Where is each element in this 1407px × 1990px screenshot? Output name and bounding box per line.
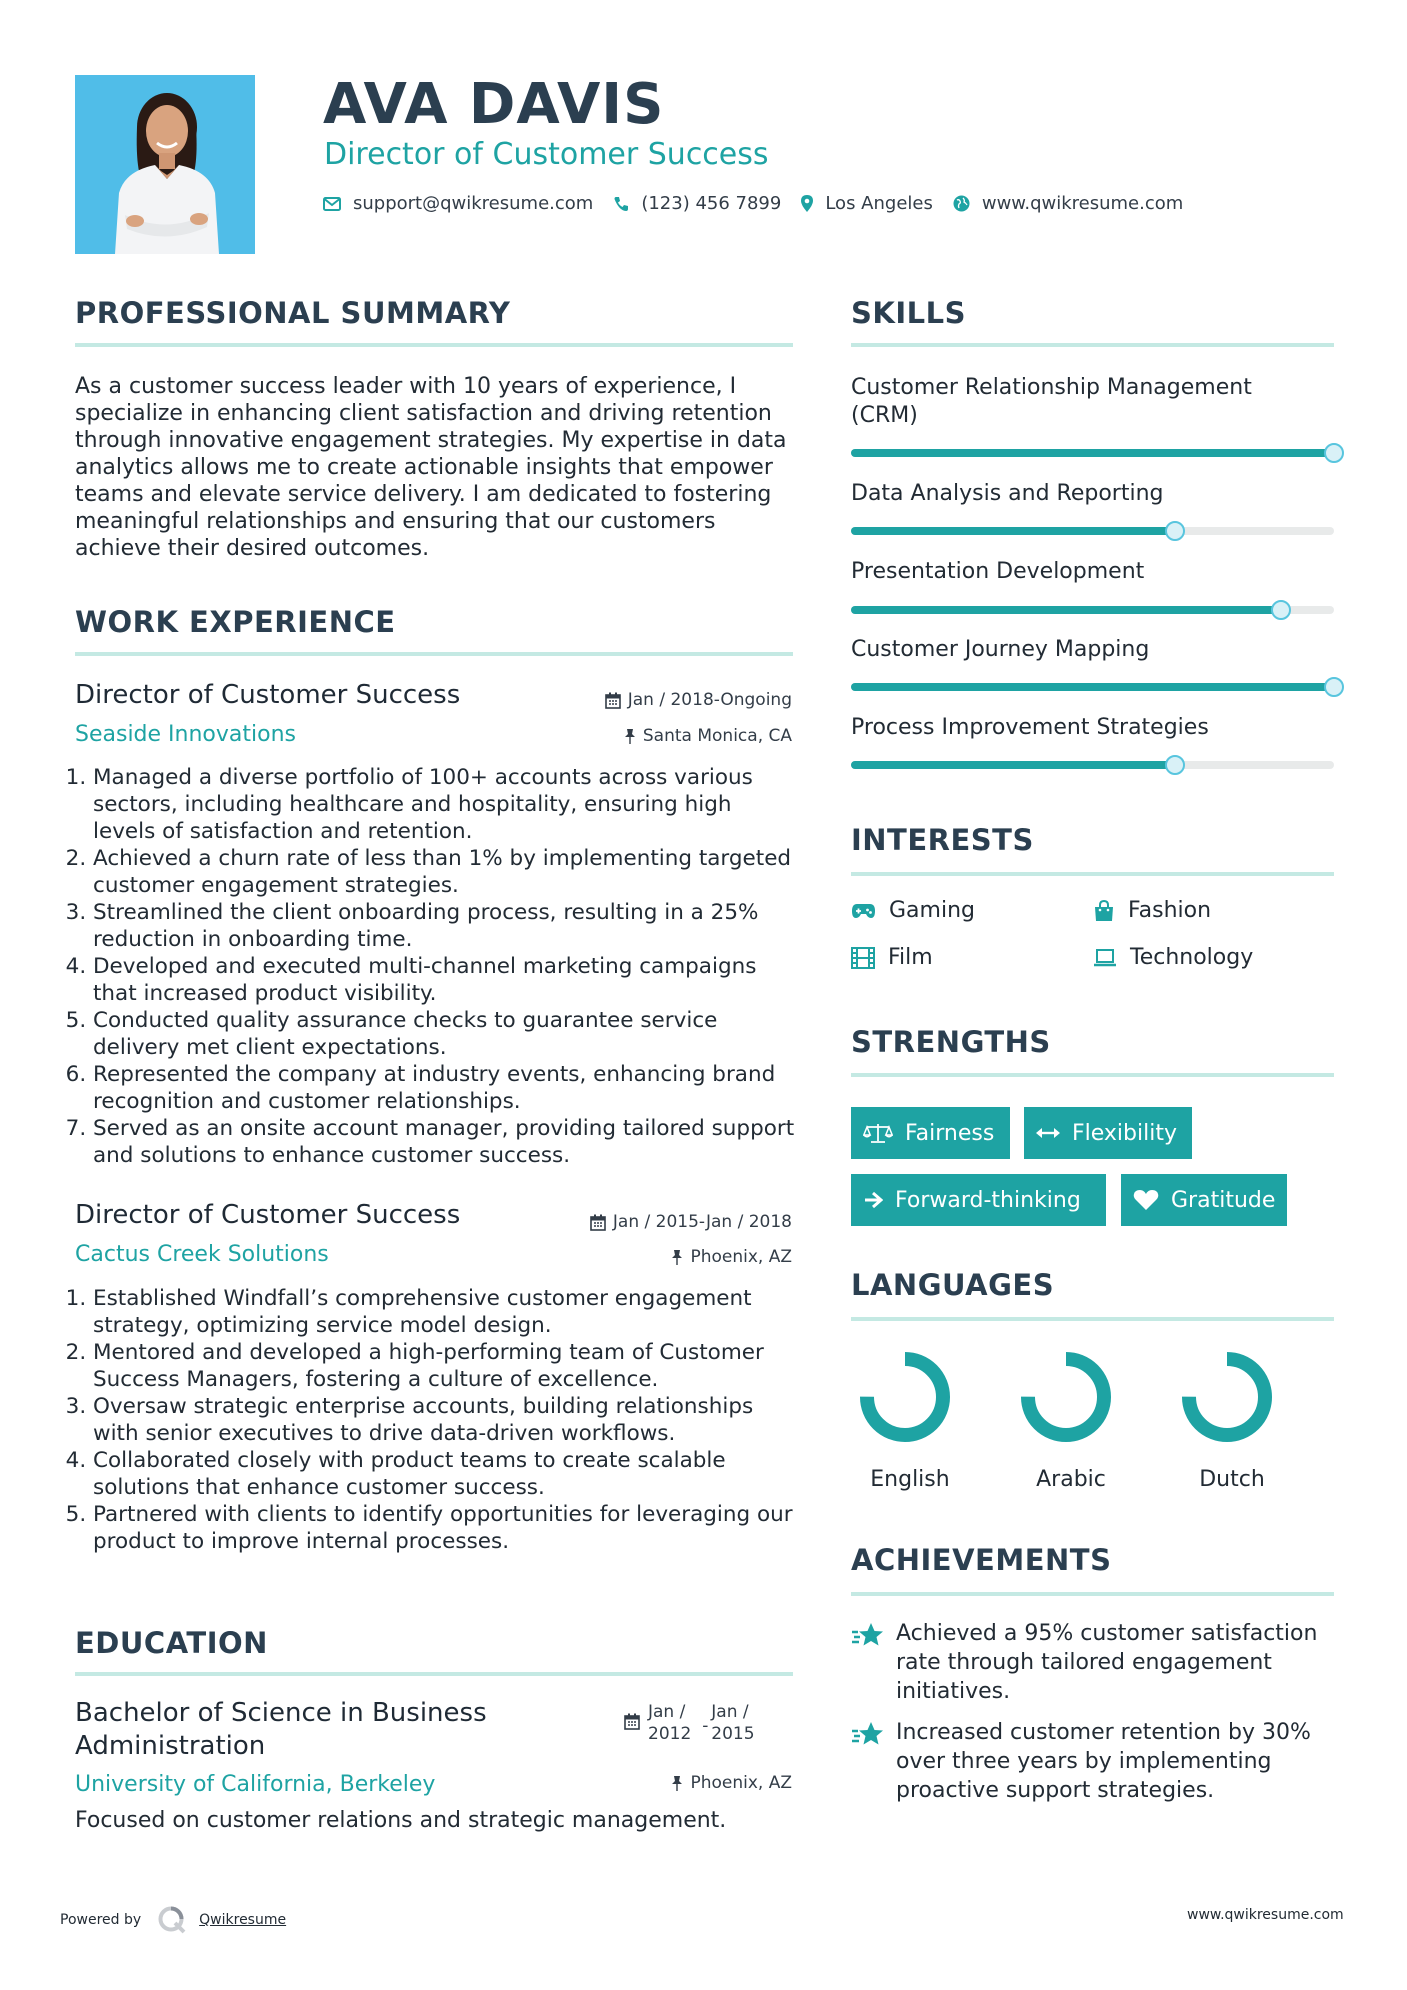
skills-divider xyxy=(851,343,1334,347)
star-badge-icon xyxy=(851,1721,885,1749)
job-dates-text: Jan / 2018-Ongoing xyxy=(627,690,792,710)
contact-location-text: Los Angeles xyxy=(825,193,933,214)
job-location-text: Phoenix, AZ xyxy=(690,1247,792,1267)
skill-bar xyxy=(851,683,1334,691)
achievement-text: Achieved a 95% customer satisfaction rate through tailored engagement initiatives. xyxy=(896,1621,1318,1704)
duty-item: 7. Served as an onsite account manager, providing tailored support and solutions to enhance customer success. xyxy=(93,1115,797,1169)
skill-bar-knob xyxy=(1165,521,1185,541)
language-label: Arabic xyxy=(1036,1467,1106,1492)
language-label: English xyxy=(870,1467,950,1492)
arrow-right-icon xyxy=(863,1191,883,1209)
contact-email[interactable] xyxy=(323,193,593,214)
education-start-month: Jan / xyxy=(648,1702,686,1722)
education-start xyxy=(648,1701,691,1745)
contact-location xyxy=(801,193,933,214)
interest-item xyxy=(851,945,933,970)
summary-heading: PROFESSIONAL SUMMARY xyxy=(75,296,511,330)
interests-divider xyxy=(851,872,1334,876)
interest-label: Technology xyxy=(1130,945,1254,970)
heart-icon xyxy=(1133,1189,1159,1211)
strength-tag xyxy=(851,1174,1106,1226)
job-dates-text: Jan / 2015-Jan / 2018 xyxy=(612,1212,792,1232)
calendar-icon xyxy=(624,1713,640,1730)
skill-bar-knob xyxy=(1271,600,1291,620)
footer-brand-link[interactable]: Qwikresume xyxy=(199,1912,287,1928)
interests-heading: INTERESTS xyxy=(851,823,1034,857)
duty-item: 2. Mentored and developed a high-performing team of Customer Success Managers, fostering a culture of excellence. xyxy=(93,1339,800,1393)
skill-bar xyxy=(851,606,1334,614)
skill-name: Customer Journey Mapping xyxy=(851,637,1150,662)
horizontal-arrows-icon xyxy=(1036,1127,1060,1139)
education-end: - Jan / 2015 xyxy=(702,1702,755,1744)
footer-powered xyxy=(60,1905,286,1935)
skill-bar-fill xyxy=(851,683,1334,691)
job-title: Director of Customer Success xyxy=(75,680,461,710)
job-title: Director of Customer Success xyxy=(75,1200,461,1230)
company-name: Seaside Innovations xyxy=(75,722,296,747)
envelope-icon xyxy=(323,197,341,211)
footer-powered-label: Powered by xyxy=(60,1912,142,1928)
shopping-bag-icon xyxy=(1093,900,1115,922)
interest-label: Fashion xyxy=(1128,898,1212,923)
skills-heading: SKILLS xyxy=(851,296,966,330)
globe-icon xyxy=(953,195,970,212)
pushpin-icon xyxy=(624,728,636,745)
skill-bar-fill xyxy=(851,761,1175,769)
pushpin-icon xyxy=(671,1249,683,1266)
summary-divider xyxy=(75,343,793,347)
duty-item: 1. Managed a diverse portfolio of 100+ accounts across various sectors, including healthcare and hospitality, ensuring high levels of satisfaction and retention. xyxy=(93,764,797,845)
star-badge-icon xyxy=(851,1622,885,1650)
skill-name: Data Analysis and Reporting xyxy=(851,481,1164,506)
achievement-icon-wrap xyxy=(851,1721,885,1753)
balance-scale-icon xyxy=(863,1122,893,1144)
strengths-heading: STRENGTHS xyxy=(851,1025,1051,1059)
contact-phone[interactable] xyxy=(613,193,781,214)
film-icon xyxy=(851,947,875,969)
gamepad-icon xyxy=(851,903,876,919)
language-item xyxy=(856,1348,954,1450)
skill-bar-fill xyxy=(851,606,1281,614)
language-item xyxy=(1178,1348,1276,1450)
education-location-text: Phoenix, AZ xyxy=(690,1773,792,1793)
job-location xyxy=(500,726,792,746)
pushpin-icon xyxy=(671,1775,683,1792)
interest-item xyxy=(851,898,975,923)
job-location-text: Santa Monica, CA xyxy=(642,726,792,746)
skill-name: Customer Relationship Management (CRM) xyxy=(851,375,1252,428)
job-dates xyxy=(500,1212,792,1232)
summary-text: As a customer success leader with 10 years of experience, I specialize in enhancing client satisfaction and driving retention through innovative engagement strategies. My expertise in data analytics allows me to create actionable insights that empower teams and elevate service delivery. I am dedicated to fostering meaningful relationships and ensuring that our customers achieve their desired outcomes. xyxy=(75,374,787,561)
calendar-icon xyxy=(590,1214,606,1231)
job-duties-list xyxy=(75,764,797,1169)
interest-label: Gaming xyxy=(889,898,975,923)
qwikresume-logo-icon xyxy=(157,1905,187,1935)
duty-item: 2. Achieved a churn rate of less than 1% by implementing targeted customer engagement strategies. xyxy=(93,845,797,899)
contact-bar xyxy=(323,193,1203,214)
company-name: Cactus Creek Solutions xyxy=(75,1242,329,1267)
contact-website[interactable] xyxy=(953,193,1183,214)
skill-bar xyxy=(851,527,1334,535)
strength-label: Flexibility xyxy=(1072,1120,1177,1146)
profile-photo xyxy=(75,75,255,254)
strength-label: Gratitude xyxy=(1171,1187,1276,1213)
strength-label: Forward-thinking xyxy=(895,1187,1081,1213)
strength-tag xyxy=(1121,1174,1287,1226)
interest-item xyxy=(1093,945,1253,970)
achievements-divider xyxy=(851,1592,1334,1596)
interest-label: Film xyxy=(888,945,933,970)
education-note: Focused on customer relations and strategic management. xyxy=(75,1808,727,1833)
school-name: University of California, Berkeley xyxy=(75,1772,436,1797)
person-photo-icon xyxy=(75,75,255,254)
skill-bar xyxy=(851,449,1334,457)
duty-item: 5. Conducted quality assurance checks to guarantee service delivery met client expectations. xyxy=(93,1007,797,1061)
skill-bar-knob xyxy=(1324,443,1344,463)
laptop-icon xyxy=(1093,949,1117,967)
education-divider xyxy=(75,1672,793,1676)
job-location xyxy=(500,1247,792,1267)
contact-phone-text: (123) 456 7899 xyxy=(641,193,782,214)
duty-item: 3. Streamlined the client onboarding process, resulting in a 25% reduction in onboarding time. xyxy=(93,899,797,953)
work-heading: WORK EXPERIENCE xyxy=(75,605,396,639)
work-divider xyxy=(75,652,793,656)
strengths-divider xyxy=(851,1073,1334,1077)
candidate-title: Director of Customer Success xyxy=(324,137,769,172)
achievements-heading: ACHIEVEMENTS xyxy=(851,1543,1112,1577)
phone-icon xyxy=(613,196,629,212)
achievement-icon-wrap xyxy=(851,1622,885,1654)
achievement-text: Increased customer retention by 30% over three years by implementing proactive support strategies. xyxy=(896,1720,1311,1803)
skill-bar-knob xyxy=(1165,755,1185,775)
calendar-icon xyxy=(605,692,621,709)
language-label: Dutch xyxy=(1199,1467,1265,1492)
language-ring xyxy=(1017,1348,1115,1446)
language-ring xyxy=(1178,1348,1276,1446)
skill-bar-fill xyxy=(851,527,1175,535)
skill-name: Presentation Development xyxy=(851,559,1145,584)
language-item xyxy=(1017,1348,1115,1450)
job-dates xyxy=(500,690,792,710)
skill-bar xyxy=(851,761,1334,769)
contact-email-text: support@qwikresume.com xyxy=(353,193,594,214)
strength-tag xyxy=(1024,1107,1192,1159)
education-start-year: 2012 xyxy=(648,1724,692,1744)
duty-item: 4. Developed and executed multi-channel marketing campaigns that increased product visibility. xyxy=(93,953,797,1007)
job-duties-list xyxy=(75,1285,800,1555)
interest-item xyxy=(1093,898,1211,923)
education-end-year: 2015 xyxy=(711,1724,755,1744)
strength-tag xyxy=(851,1107,1010,1159)
education-heading: EDUCATION xyxy=(75,1626,268,1660)
duty-item: 3. Oversaw strategic enterprise accounts, building relationships with senior executives to drive data-driven workflows. xyxy=(93,1393,800,1447)
strength-label: Fairness xyxy=(905,1120,995,1146)
duty-item: 1. Established Windfall’s comprehensive customer engagement strategy, optimizing service model design. xyxy=(93,1285,800,1339)
duty-item: 4. Collaborated closely with product teams to create scalable solutions that enhance customer success. xyxy=(93,1447,800,1501)
duty-item: 6. Represented the company at industry events, enhancing brand recognition and customer relationships. xyxy=(93,1061,797,1115)
degree-line-2: Administration xyxy=(75,1731,266,1761)
duty-item: 5. Partnered with clients to identify opportunities for leveraging our product to improve internal processes. xyxy=(93,1501,800,1555)
skill-bar-fill xyxy=(851,449,1334,457)
map-pin-icon xyxy=(801,195,813,212)
languages-divider xyxy=(851,1317,1334,1321)
skill-name: Process Improvement Strategies xyxy=(851,715,1209,740)
languages-heading: LANGUAGES xyxy=(851,1268,1055,1302)
degree-line-1: Bachelor of Science in Business xyxy=(75,1698,487,1728)
education-end-month: Jan / xyxy=(711,1702,749,1722)
footer-site[interactable]: www.qwikresume.com xyxy=(1187,1907,1344,1923)
education-dates xyxy=(624,1701,755,1745)
skill-bar-knob xyxy=(1324,677,1344,697)
degree-title xyxy=(75,1697,487,1763)
education-location xyxy=(500,1773,792,1793)
candidate-name: AVA DAVIS xyxy=(323,72,665,137)
language-ring xyxy=(856,1348,954,1446)
contact-website-text: www.qwikresume.com xyxy=(981,193,1184,214)
